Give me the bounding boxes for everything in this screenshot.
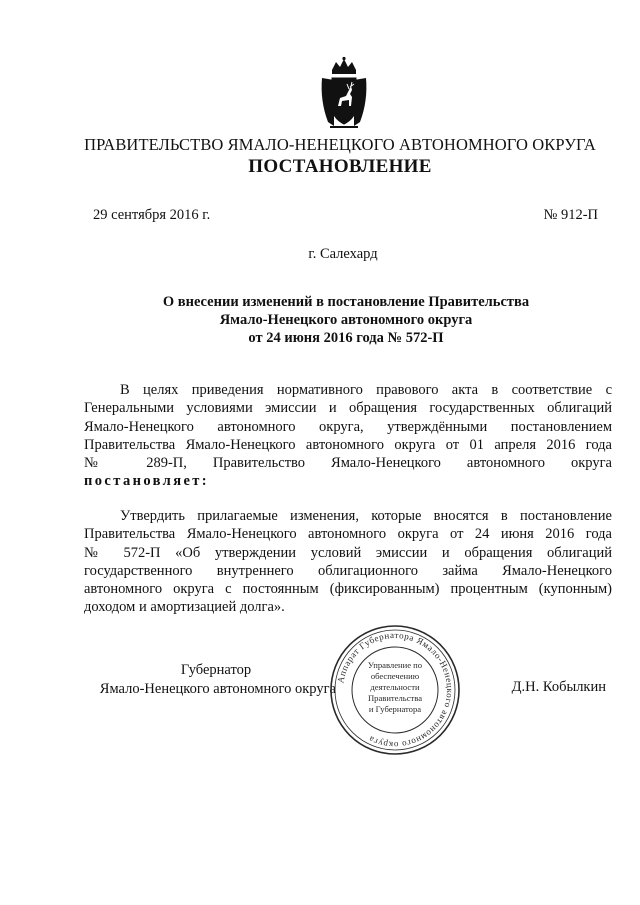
paragraph-line: Правительства Ямало-Ненецкого автономного округа от 01 апреля 2016 года: [84, 436, 612, 453]
paragraph-line: Правительства Ямало-Ненецкого автономного округа от 24 июня 2016 года: [84, 526, 612, 543]
seal-center-line: Правительства: [367, 693, 423, 703]
paragraph-line: Генеральными условиями эмиссии и обращения государственных облигаций: [84, 400, 612, 417]
seal-ring-text: Аппарат Губернатора Ямало-Ненецкого автономного округа: [335, 629, 456, 751]
signatory-region: Ямало-Ненецкого автономного округа: [99, 680, 336, 697]
signatory-name: Д.Н. Кобылкин: [511, 679, 606, 695]
seal-center-line: деятельности: [370, 682, 420, 692]
paragraph-line: государственного внутреннего облигационного займа Ямало-Ненецкого: [84, 562, 612, 579]
preamble-paragraph: [84, 381, 612, 491]
coat-of-arms-icon: [318, 56, 370, 130]
subject-line: от 24 июня 2016 года № 572-П: [248, 330, 444, 346]
resolves-word: постановляет:: [84, 473, 210, 490]
document-date: 29 сентября 2016 г.: [93, 207, 211, 223]
subject-line: О внесении изменений в постановление Правительства: [162, 294, 530, 310]
organization-title: ПРАВИТЕЛЬСТВО ЯМАЛО-НЕНЕЦКОГО АВТОНОМНОГО ОКРУГА: [84, 135, 596, 154]
paragraph-line: автономного округа с постоянным (фиксированным) процентным (купонным): [84, 581, 612, 598]
paragraph-line: В целях приведения нормативного правового акта в соответствие с: [120, 382, 612, 398]
document-subject: [92, 293, 600, 347]
paragraph-line: Утвердить прилагаемые изменения, которые вносятся в постановление: [120, 508, 612, 524]
subject-line: Ямало-Ненецкого автономного округа: [219, 312, 473, 328]
document-type: ПОСТАНОВЛЕНИЕ: [248, 156, 432, 177]
document-city: г. Салехард: [308, 246, 378, 262]
seal-center-line: и Губернатора: [368, 704, 422, 714]
paragraph-line: № 572-П «Об утверждении условий эмиссии и обращения облигаций: [84, 544, 612, 561]
operative-paragraph: [84, 507, 612, 617]
seal-center-line: обеспечению: [370, 671, 420, 681]
signatory-title: [0, 661, 380, 698]
document-number: № 912-П: [543, 207, 598, 223]
signatory-position: Губернатор: [180, 662, 252, 678]
paragraph-line: Ямало-Ненецкого автономного округа, утверждёнными постановлением: [84, 418, 612, 435]
official-seal-icon: [327, 622, 463, 758]
paragraph-line: № 289-П, Правительство Ямало-Ненецкого автономного округа: [84, 455, 612, 472]
paragraph-line: доходом и амортизацией долга».: [84, 599, 285, 616]
seal-center-line: Управление по: [367, 660, 423, 670]
